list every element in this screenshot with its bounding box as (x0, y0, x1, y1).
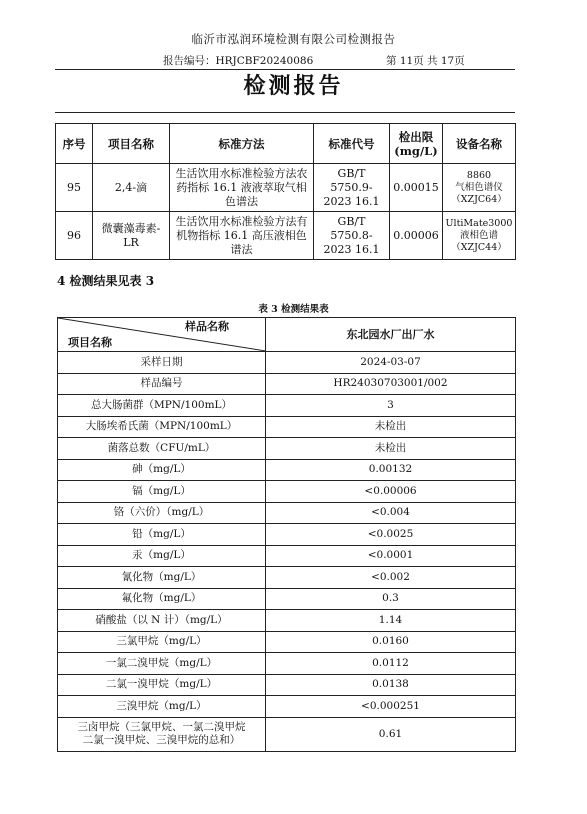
result-item: 三卤甲烷（三氯甲烷、一氯二溴甲烷 二氯一溴甲烷、三溴甲烷的总和） (58, 717, 266, 751)
table-caption: 表 3 检测结果表 (258, 304, 329, 315)
methods-header-row (56, 124, 516, 164)
table-row (56, 164, 516, 212)
corner-cell (58, 318, 266, 352)
table-row (58, 545, 516, 567)
result-value: 0.0138 (266, 674, 516, 696)
row-limit: 0.00006 (390, 212, 443, 260)
result-value: <0.004 (266, 502, 516, 524)
result-value: 0.61 (266, 717, 516, 751)
table-row (58, 352, 516, 374)
row-no: 96 (56, 212, 93, 260)
result-item: 一氯二溴甲烷（mg/L） (58, 653, 266, 675)
result-item: 三溴甲烷（mg/L） (58, 696, 266, 718)
row-method: 生活饮用水标准检验方法农药指标 16.1 液液萃取气相色谱法 (170, 164, 314, 212)
section-heading: 4 检测结果见表 3 (57, 274, 155, 288)
row-code: GB/T 5750.8-2023 16.1 (314, 212, 390, 260)
methods-table (55, 123, 516, 260)
result-item: 砷（mg/L） (58, 459, 266, 481)
result-value: <0.0001 (266, 545, 516, 567)
result-value: 1.14 (266, 610, 516, 632)
row-device: UltiMate3000 液相色谱 （XZJC44） (443, 212, 516, 260)
company-header: 临沂市泓润环境检测有限公司检测报告 (191, 32, 396, 46)
result-item: 铅（mg/L） (58, 524, 266, 546)
table-row (58, 459, 516, 481)
results-header-row (58, 318, 516, 352)
table-row (58, 373, 516, 395)
table-row (58, 395, 516, 417)
result-item: 二氯一溴甲烷（mg/L） (58, 674, 266, 696)
row-device: 8860 气相色谱仪 （XZJC64） (443, 164, 516, 212)
result-value: 3 (266, 395, 516, 417)
result-value: HR24030703001/002 (266, 373, 516, 395)
table-row (58, 481, 516, 503)
col-header-item: 项目名称 (93, 124, 170, 164)
table-row (58, 717, 516, 751)
table-row (58, 653, 516, 675)
page-indicator: 第 11页 共 17页 (386, 55, 465, 67)
result-item: 三氯甲烷（mg/L） (58, 631, 266, 653)
table-row (58, 416, 516, 438)
result-item: 总大肠菌群（MPN/100mL） (58, 395, 266, 417)
col-header-limit: 检出限 (mg/L) (390, 124, 443, 164)
result-value: 2024-03-07 (266, 352, 516, 374)
col-header-device: 设备名称 (443, 124, 516, 164)
corner-top-label: 样品名称 (185, 320, 229, 333)
result-item: 氟化物（mg/L） (58, 588, 266, 610)
table-row (58, 631, 516, 653)
col-header-code: 标准代号 (314, 124, 390, 164)
row-item: 微囊藻毒素-LR (93, 212, 170, 260)
result-value: <0.002 (266, 567, 516, 589)
result-item: 大肠埃希氏菌（MPN/100mL） (58, 416, 266, 438)
result-value: <0.000251 (266, 696, 516, 718)
row-no: 95 (56, 164, 93, 212)
result-item: 采样日期 (58, 352, 266, 374)
result-value: 0.3 (266, 588, 516, 610)
result-item: 菌落总数（CFU/mL） (58, 438, 266, 460)
row-item: 2,4-滴 (93, 164, 170, 212)
result-value: 0.0112 (266, 653, 516, 675)
result-item: 汞（mg/L） (58, 545, 266, 567)
sample-name: 东北园水厂出厂水 (266, 318, 516, 352)
col-header-no: 序号 (56, 124, 93, 164)
result-value: <0.00006 (266, 481, 516, 503)
table-row (58, 610, 516, 632)
page-title: 检测报告 (243, 74, 344, 99)
corner-bottom-label: 项目名称 (68, 336, 112, 349)
table-row (56, 212, 516, 260)
result-item: 硝酸盐（以 N 计）（mg/L） (58, 610, 266, 632)
table-row (58, 502, 516, 524)
result-item: 氰化物（mg/L） (58, 567, 266, 589)
result-item: 镉（mg/L） (58, 481, 266, 503)
row-method: 生活饮用水标准检验方法有机物指标 16.1 高压液相色谱法 (170, 212, 314, 260)
table-row (58, 438, 516, 460)
result-value: 未检出 (266, 438, 516, 460)
report-number: 报告编号：HRJCBF20240086 (163, 55, 314, 67)
result-value: 0.00132 (266, 459, 516, 481)
table-row (58, 674, 516, 696)
title-rule (55, 112, 515, 113)
result-value: 未检出 (266, 416, 516, 438)
table-row (58, 524, 516, 546)
col-header-method: 标准方法 (170, 124, 314, 164)
result-item: 铬（六价）（mg/L） (58, 502, 266, 524)
table-row (58, 567, 516, 589)
row-limit: 0.00015 (390, 164, 443, 212)
result-value: 0.0160 (266, 631, 516, 653)
table-row (58, 696, 516, 718)
results-table (57, 317, 516, 752)
result-item: 样品编号 (58, 373, 266, 395)
result-value: <0.0025 (266, 524, 516, 546)
row-code: GB/T 5750.9-2023 16.1 (314, 164, 390, 212)
table-row (58, 588, 516, 610)
